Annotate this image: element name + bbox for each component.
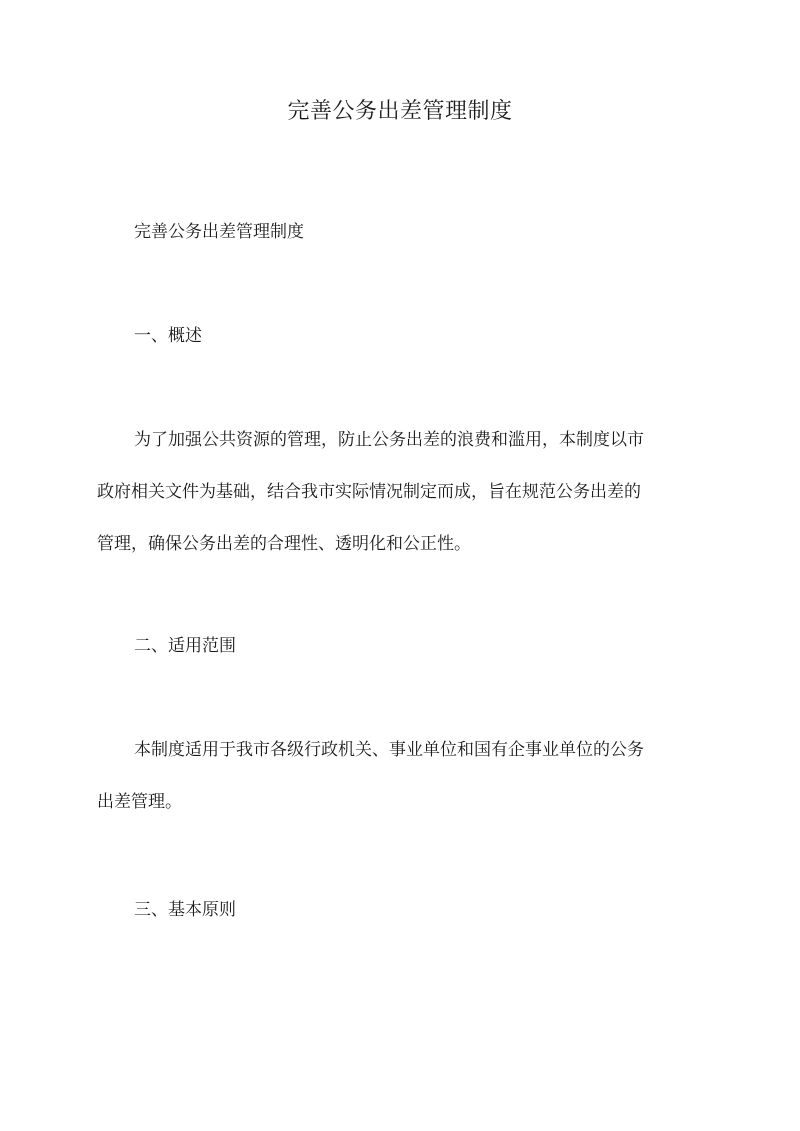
paragraph-line: 为了加强公共资源的管理，防止公务出差的浪费和滥用，本制度以市 — [134, 430, 644, 450]
overview-paragraph — [97, 414, 703, 570]
paragraph-line: 本制度适用于我市各级行政机关、事业单位和国有企事业单位的公务 — [134, 740, 644, 760]
scope-paragraph — [97, 724, 703, 828]
document-title: 完善公务出差管理制度 — [287, 99, 513, 124]
section-heading-overview: 一、概述 — [134, 326, 202, 346]
section-heading-principles: 三、基本原则 — [134, 900, 236, 920]
paragraph-line: 管理，确保公务出差的合理性、透明化和公正性。 — [97, 534, 471, 554]
document-subtitle: 完善公务出差管理制度 — [134, 222, 304, 242]
section-heading-scope: 二、适用范围 — [134, 636, 236, 656]
paragraph-line: 出差管理。 — [97, 792, 182, 812]
paragraph-line: 政府相关文件为基础，结合我市实际情况制定而成，旨在规范公务出差的 — [97, 482, 641, 502]
